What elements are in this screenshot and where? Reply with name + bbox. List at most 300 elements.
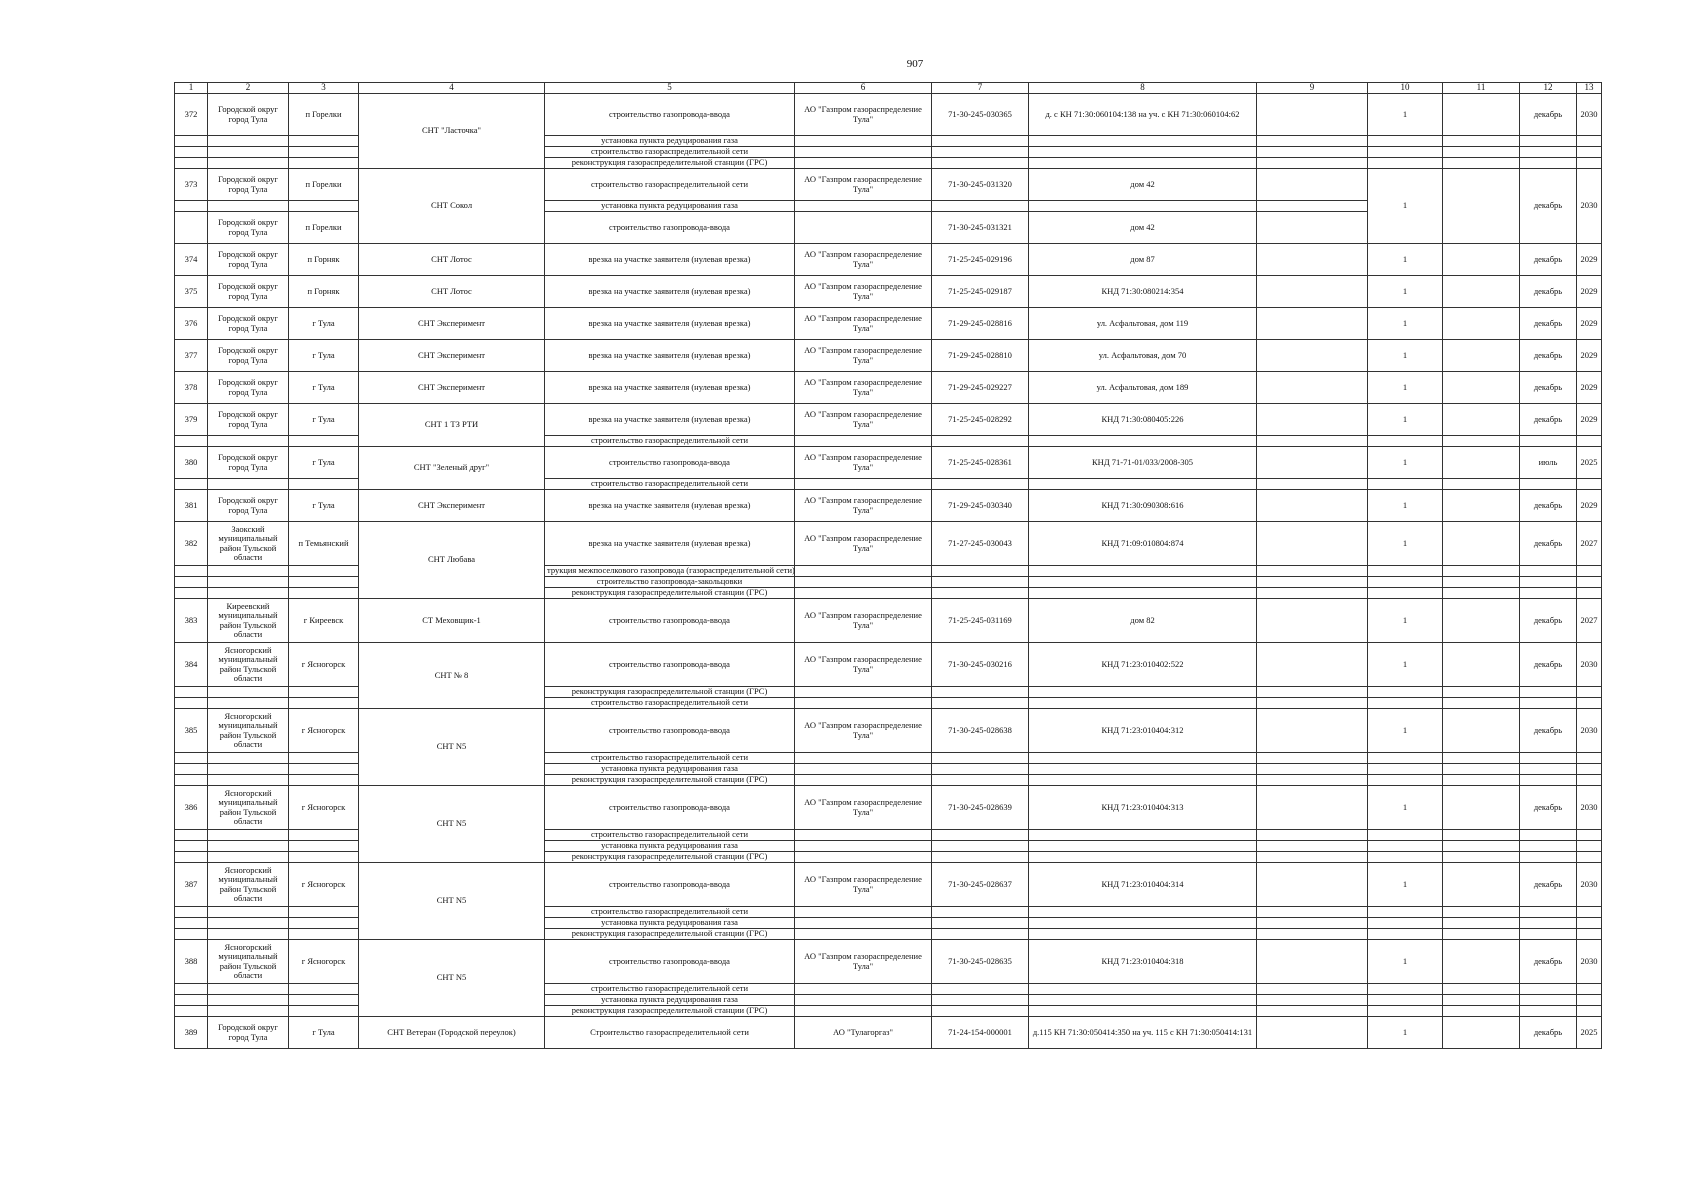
empty-cell	[1443, 907, 1520, 918]
address-cell: дом 82	[1029, 599, 1257, 643]
row-number-cell	[175, 1006, 208, 1017]
month-cell: декабрь	[1520, 169, 1577, 244]
operator-cell	[795, 907, 932, 918]
locality-cell	[289, 201, 359, 212]
year-cell: 2029	[1577, 244, 1602, 276]
operator-cell: АО "Газпром газораспределение Тула"	[795, 372, 932, 404]
work-type-cell: реконструкция газораспределительной станции (ГРС)	[545, 588, 795, 599]
row-number-cell: 372	[175, 94, 208, 136]
code-cell: 71-30-245-030216	[932, 643, 1029, 687]
address-cell	[1029, 852, 1257, 863]
municipality-cell	[208, 907, 289, 918]
municipality-cell: Ясногорский муниципальный район Тульской области	[208, 940, 289, 984]
municipality-cell	[208, 995, 289, 1006]
organization-cell: СНТ Лотос	[359, 244, 545, 276]
operator-cell	[795, 201, 932, 212]
address-cell	[1029, 929, 1257, 940]
month-cell	[1520, 764, 1577, 775]
empty-cell	[1443, 775, 1520, 786]
empty-cell	[1443, 577, 1520, 588]
row-number-cell	[175, 918, 208, 929]
empty-cell	[1443, 490, 1520, 522]
code-cell	[932, 984, 1029, 995]
empty-cell	[1443, 447, 1520, 479]
organization-cell: СНТ Сокол	[359, 169, 545, 244]
table-row	[175, 169, 1602, 201]
address-cell	[1029, 147, 1257, 158]
municipality-cell: Городской округ город Тула	[208, 308, 289, 340]
row-number-cell	[175, 479, 208, 490]
municipality-cell: Ясногорский муниципальный район Тульской области	[208, 643, 289, 687]
locality-cell: г Ясногорск	[289, 940, 359, 984]
year-cell: 2030	[1577, 709, 1602, 753]
address-cell: ул. Асфальтовая, дом 70	[1029, 340, 1257, 372]
row-number-cell: 382	[175, 522, 208, 566]
address-cell: дом 42	[1029, 212, 1257, 244]
month-cell	[1520, 566, 1577, 577]
municipality-cell	[208, 841, 289, 852]
row-number-cell	[175, 929, 208, 940]
table-row	[175, 786, 1602, 830]
quantity-cell	[1368, 687, 1443, 698]
locality-cell: г Тула	[289, 372, 359, 404]
locality-cell	[289, 687, 359, 698]
operator-cell	[795, 775, 932, 786]
empty-cell	[1257, 852, 1368, 863]
empty-cell	[1443, 588, 1520, 599]
month-cell	[1520, 995, 1577, 1006]
code-cell: 71-29-245-030340	[932, 490, 1029, 522]
empty-cell	[1443, 404, 1520, 436]
work-type-cell: строительство газораспределительной сети	[545, 147, 795, 158]
empty-cell	[1443, 479, 1520, 490]
year-cell: 2030	[1577, 169, 1602, 244]
empty-cell	[1257, 599, 1368, 643]
year-cell: 2030	[1577, 863, 1602, 907]
address-cell	[1029, 687, 1257, 698]
year-cell	[1577, 753, 1602, 764]
column-header: 11	[1443, 83, 1520, 94]
code-cell	[932, 764, 1029, 775]
month-cell: июль	[1520, 447, 1577, 479]
year-cell	[1577, 995, 1602, 1006]
quantity-cell: 1	[1368, 522, 1443, 566]
quantity-cell: 1	[1368, 169, 1443, 244]
address-cell: ул. Асфальтовая, дом 189	[1029, 372, 1257, 404]
empty-cell	[1257, 984, 1368, 995]
empty-cell	[1443, 1006, 1520, 1017]
code-cell: 71-25-245-029187	[932, 276, 1029, 308]
row-number-cell: 375	[175, 276, 208, 308]
month-cell	[1520, 687, 1577, 698]
municipality-cell: Городской округ город Тула	[208, 169, 289, 201]
row-number-cell: 378	[175, 372, 208, 404]
table-row	[175, 490, 1602, 522]
locality-cell: п Темьянский	[289, 522, 359, 566]
month-cell	[1520, 158, 1577, 169]
locality-cell: п Горелки	[289, 212, 359, 244]
work-type-cell: установка пункта редуцирования газа	[545, 995, 795, 1006]
year-cell	[1577, 852, 1602, 863]
year-cell	[1577, 841, 1602, 852]
month-cell: декабрь	[1520, 940, 1577, 984]
organization-cell: СНТ Любава	[359, 522, 545, 599]
operator-cell	[795, 929, 932, 940]
row-number-cell	[175, 687, 208, 698]
quantity-cell: 1	[1368, 372, 1443, 404]
work-type-cell: строительство газораспределительной сети	[545, 830, 795, 841]
work-type-cell: трукция межпоселкового газопровода (газораспределительной сети)	[545, 566, 795, 577]
code-cell	[932, 436, 1029, 447]
locality-cell: п Горелки	[289, 169, 359, 201]
code-cell: 71-25-245-028292	[932, 404, 1029, 436]
row-number-cell	[175, 995, 208, 1006]
address-cell	[1029, 984, 1257, 995]
operator-cell: АО "Газпром газораспределение Тула"	[795, 94, 932, 136]
empty-cell	[1257, 687, 1368, 698]
address-cell	[1029, 830, 1257, 841]
municipality-cell: Ясногорский муниципальный район Тульской области	[208, 863, 289, 907]
month-cell: декабрь	[1520, 308, 1577, 340]
locality-cell: г Тула	[289, 447, 359, 479]
locality-cell	[289, 698, 359, 709]
address-cell	[1029, 753, 1257, 764]
row-number-cell	[175, 841, 208, 852]
month-cell	[1520, 984, 1577, 995]
work-type-cell: установка пункта редуцирования газа	[545, 136, 795, 147]
operator-cell	[795, 147, 932, 158]
year-cell	[1577, 907, 1602, 918]
address-cell	[1029, 588, 1257, 599]
address-cell	[1029, 1006, 1257, 1017]
code-cell	[932, 577, 1029, 588]
code-cell	[932, 687, 1029, 698]
year-cell: 2025	[1577, 447, 1602, 479]
operator-cell: АО "Газпром газораспределение Тула"	[795, 599, 932, 643]
code-cell: 71-25-245-029196	[932, 244, 1029, 276]
work-type-cell: строительство газопровода-ввода	[545, 940, 795, 984]
code-cell: 71-25-245-028361	[932, 447, 1029, 479]
column-header: 12	[1520, 83, 1577, 94]
table-row	[175, 276, 1602, 308]
locality-cell	[289, 929, 359, 940]
empty-cell	[1257, 447, 1368, 479]
year-cell: 2029	[1577, 372, 1602, 404]
row-number-cell: 387	[175, 863, 208, 907]
year-cell: 2029	[1577, 308, 1602, 340]
empty-cell	[1257, 340, 1368, 372]
locality-cell	[289, 918, 359, 929]
municipality-cell	[208, 830, 289, 841]
operator-cell	[795, 984, 932, 995]
row-number-cell: 373	[175, 169, 208, 201]
empty-cell	[1443, 841, 1520, 852]
operator-cell	[795, 841, 932, 852]
address-cell: КНД 71:09:010804:874	[1029, 522, 1257, 566]
column-header: 5	[545, 83, 795, 94]
municipality-cell	[208, 852, 289, 863]
operator-cell: АО "Газпром газораспределение Тула"	[795, 244, 932, 276]
organization-cell: СНТ Эксперимент	[359, 490, 545, 522]
quantity-cell	[1368, 566, 1443, 577]
code-cell: 71-27-245-030043	[932, 522, 1029, 566]
quantity-cell	[1368, 698, 1443, 709]
municipality-cell: Городской округ город Тула	[208, 447, 289, 479]
locality-cell: г Ясногорск	[289, 643, 359, 687]
code-cell	[932, 698, 1029, 709]
locality-cell: г Тула	[289, 340, 359, 372]
address-cell: КНД 71:23:010402:522	[1029, 643, 1257, 687]
empty-cell	[1443, 643, 1520, 687]
address-cell: д. с КН 71:30:060104:138 на уч. с КН 71:30:060104:62	[1029, 94, 1257, 136]
quantity-cell	[1368, 995, 1443, 1006]
municipality-cell: Ясногорский муниципальный район Тульской области	[208, 709, 289, 753]
row-number-cell	[175, 436, 208, 447]
header-row	[175, 83, 1602, 94]
month-cell	[1520, 753, 1577, 764]
month-cell: декабрь	[1520, 244, 1577, 276]
table-row	[175, 709, 1602, 753]
empty-cell	[1257, 136, 1368, 147]
code-cell	[932, 907, 1029, 918]
year-cell: 2030	[1577, 786, 1602, 830]
quantity-cell	[1368, 577, 1443, 588]
quantity-cell	[1368, 929, 1443, 940]
table-row	[175, 599, 1602, 643]
data-table	[174, 82, 1602, 1049]
empty-cell	[1257, 918, 1368, 929]
row-number-cell: 379	[175, 404, 208, 436]
table-row	[175, 404, 1602, 436]
operator-cell: АО "Тулагоргаз"	[795, 1017, 932, 1049]
table-row	[175, 308, 1602, 340]
locality-cell	[289, 852, 359, 863]
empty-cell	[1257, 577, 1368, 588]
operator-cell: АО "Газпром газораспределение Тула"	[795, 447, 932, 479]
row-number-cell	[175, 907, 208, 918]
empty-cell	[1257, 863, 1368, 907]
organization-cell: СНТ Ветеран (Городской переулок)	[359, 1017, 545, 1049]
municipality-cell	[208, 764, 289, 775]
column-header: 8	[1029, 83, 1257, 94]
operator-cell: АО "Газпром газораспределение Тула"	[795, 308, 932, 340]
month-cell	[1520, 147, 1577, 158]
empty-cell	[1257, 764, 1368, 775]
quantity-cell	[1368, 1006, 1443, 1017]
row-number-cell: 377	[175, 340, 208, 372]
municipality-cell: Городской округ город Тула	[208, 404, 289, 436]
empty-cell	[1443, 308, 1520, 340]
empty-cell	[1443, 863, 1520, 907]
locality-cell	[289, 479, 359, 490]
month-cell: декабрь	[1520, 643, 1577, 687]
locality-cell	[289, 775, 359, 786]
code-cell: 71-30-245-028639	[932, 786, 1029, 830]
municipality-cell	[208, 753, 289, 764]
quantity-cell: 1	[1368, 709, 1443, 753]
column-header: 4	[359, 83, 545, 94]
work-type-cell: строительство газопровода-ввода	[545, 212, 795, 244]
locality-cell	[289, 764, 359, 775]
address-cell	[1029, 436, 1257, 447]
code-cell	[932, 775, 1029, 786]
empty-cell	[1257, 940, 1368, 984]
code-cell: 71-30-245-028635	[932, 940, 1029, 984]
month-cell: декабрь	[1520, 709, 1577, 753]
address-cell	[1029, 907, 1257, 918]
empty-cell	[1257, 709, 1368, 753]
municipality-cell	[208, 577, 289, 588]
address-cell	[1029, 566, 1257, 577]
operator-cell: АО "Газпром газораспределение Тула"	[795, 276, 932, 308]
quantity-cell	[1368, 830, 1443, 841]
quantity-cell: 1	[1368, 244, 1443, 276]
month-cell: декабрь	[1520, 340, 1577, 372]
empty-cell	[1443, 698, 1520, 709]
quantity-cell	[1368, 479, 1443, 490]
work-type-cell: врезка на участке заявителя (нулевая врезка)	[545, 340, 795, 372]
address-cell	[1029, 775, 1257, 786]
work-type-cell: строительство газопровода-ввода	[545, 599, 795, 643]
work-type-cell: реконструкция газораспределительной станции (ГРС)	[545, 929, 795, 940]
empty-cell	[1257, 995, 1368, 1006]
municipality-cell: Городской округ город Тула	[208, 212, 289, 244]
row-number-cell	[175, 566, 208, 577]
row-number-cell: 388	[175, 940, 208, 984]
empty-cell	[1443, 709, 1520, 753]
municipality-cell	[208, 136, 289, 147]
work-type-cell: строительство газораспределительной сети	[545, 907, 795, 918]
row-number-cell	[175, 201, 208, 212]
locality-cell: п Горняк	[289, 244, 359, 276]
work-type-cell: строительство газопровода-закольцовки	[545, 577, 795, 588]
organization-cell: СНТ Лотос	[359, 276, 545, 308]
work-type-cell: строительство газораспределительной сети	[545, 169, 795, 201]
month-cell	[1520, 830, 1577, 841]
year-cell	[1577, 147, 1602, 158]
row-number-cell: 384	[175, 643, 208, 687]
work-type-cell: строительство газопровода-ввода	[545, 643, 795, 687]
empty-cell	[1257, 212, 1368, 244]
empty-cell	[1257, 522, 1368, 566]
code-cell	[932, 147, 1029, 158]
organization-cell: СНТ № 8	[359, 643, 545, 709]
empty-cell	[1443, 852, 1520, 863]
year-cell: 2029	[1577, 276, 1602, 308]
year-cell	[1577, 830, 1602, 841]
empty-cell	[1257, 94, 1368, 136]
municipality-cell	[208, 929, 289, 940]
municipality-cell	[208, 1006, 289, 1017]
empty-cell	[1443, 830, 1520, 841]
empty-cell	[1257, 490, 1368, 522]
operator-cell: АО "Газпром газораспределение Тула"	[795, 404, 932, 436]
municipality-cell: Заокский муниципальный район Тульской области	[208, 522, 289, 566]
address-cell: дом 87	[1029, 244, 1257, 276]
empty-cell	[1257, 147, 1368, 158]
quantity-cell	[1368, 436, 1443, 447]
code-cell	[932, 841, 1029, 852]
page-number: 907	[906, 58, 924, 70]
code-cell: 71-30-245-028637	[932, 863, 1029, 907]
row-number-cell	[175, 147, 208, 158]
code-cell: 71-29-245-028810	[932, 340, 1029, 372]
work-type-cell: реконструкция газораспределительной станции (ГРС)	[545, 1006, 795, 1017]
work-type-cell: установка пункта редуцирования газа	[545, 841, 795, 852]
month-cell: декабрь	[1520, 863, 1577, 907]
month-cell: декабрь	[1520, 404, 1577, 436]
quantity-cell: 1	[1368, 340, 1443, 372]
empty-cell	[1257, 372, 1368, 404]
locality-cell	[289, 830, 359, 841]
code-cell: 71-30-245-031321	[932, 212, 1029, 244]
empty-cell	[1257, 830, 1368, 841]
year-cell	[1577, 929, 1602, 940]
quantity-cell	[1368, 588, 1443, 599]
table-row	[175, 940, 1602, 984]
work-type-cell: строительство газопровода-ввода	[545, 94, 795, 136]
empty-cell	[1257, 786, 1368, 830]
code-cell: 71-29-245-029227	[932, 372, 1029, 404]
empty-cell	[1443, 522, 1520, 566]
month-cell	[1520, 436, 1577, 447]
row-number-cell: 389	[175, 1017, 208, 1049]
table-row	[175, 372, 1602, 404]
row-number-cell	[175, 852, 208, 863]
empty-cell	[1443, 918, 1520, 929]
empty-cell	[1443, 147, 1520, 158]
locality-cell: п Горелки	[289, 94, 359, 136]
operator-cell	[795, 698, 932, 709]
organization-cell: СНТ N5	[359, 940, 545, 1017]
empty-cell	[1257, 775, 1368, 786]
row-number-cell: 374	[175, 244, 208, 276]
locality-cell: г Ясногорск	[289, 709, 359, 753]
quantity-cell	[1368, 841, 1443, 852]
empty-cell	[1257, 158, 1368, 169]
organization-cell: СНТ 1 ТЗ РТИ	[359, 404, 545, 447]
row-number-cell: 376	[175, 308, 208, 340]
work-type-cell: реконструкция газораспределительной станции (ГРС)	[545, 852, 795, 863]
code-cell: 71-29-245-028816	[932, 308, 1029, 340]
work-type-cell: установка пункта редуцирования газа	[545, 764, 795, 775]
empty-cell	[1257, 436, 1368, 447]
empty-cell	[1443, 687, 1520, 698]
year-cell	[1577, 1006, 1602, 1017]
address-cell: КНД 71:30:080214:354	[1029, 276, 1257, 308]
year-cell	[1577, 136, 1602, 147]
operator-cell	[795, 136, 932, 147]
organization-cell: СТ Меховщик-1	[359, 599, 545, 643]
table-row	[175, 863, 1602, 907]
address-cell: КНД 71:23:010404:312	[1029, 709, 1257, 753]
municipality-cell	[208, 918, 289, 929]
operator-cell	[795, 753, 932, 764]
month-cell: декабрь	[1520, 522, 1577, 566]
quantity-cell: 1	[1368, 1017, 1443, 1049]
locality-cell: г Ясногорск	[289, 786, 359, 830]
locality-cell: п Горняк	[289, 276, 359, 308]
month-cell	[1520, 698, 1577, 709]
empty-cell	[1443, 1017, 1520, 1049]
empty-cell	[1257, 698, 1368, 709]
empty-cell	[1443, 984, 1520, 995]
empty-cell	[1257, 907, 1368, 918]
municipality-cell: Городской округ город Тула	[208, 372, 289, 404]
municipality-cell: Городской округ город Тула	[208, 94, 289, 136]
month-cell: декабрь	[1520, 372, 1577, 404]
operator-cell	[795, 1006, 932, 1017]
